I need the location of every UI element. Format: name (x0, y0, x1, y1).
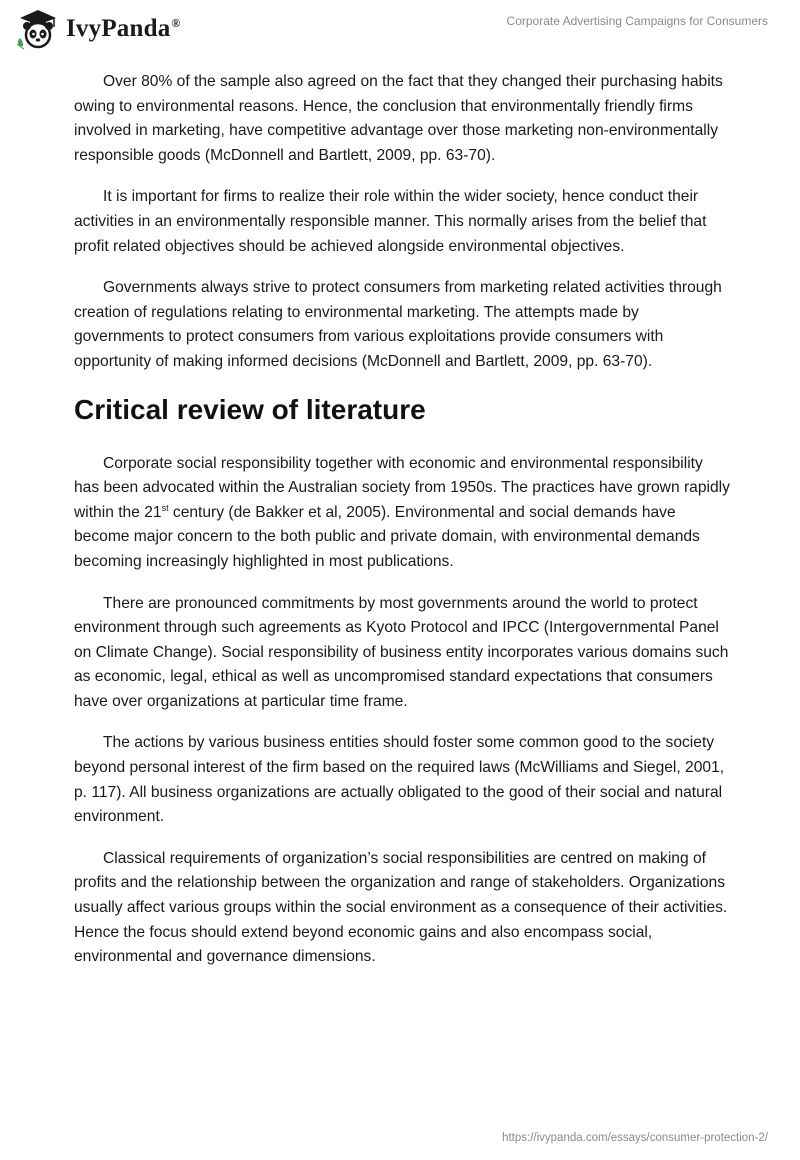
page-header (0, 0, 800, 70)
paragraph: Governments always strive to protect consumers from marketing related activities through creation of regulations relating to environmental marketing. The attempts made by governments to protect consumers from various exploitations provide consumers with opportunity of making informed decisions (McDonnell and Bartlett, 2009, pp. 63-70). (74, 279, 722, 370)
paragraph: There are pronounced commitments by most governments around the world to protect environment through such agreements as Kyoto Protocol and IPCC (Intergovernmental Panel on Climate Change). Social responsibility of business entity incorporates various domains such as economic, legal, ethical as well as uncompromised standard expectations that consumers have over organizations at particular time frame. (74, 594, 729, 710)
ivypanda-logo[interactable] (14, 9, 181, 49)
brand-name: IvyPanda® (66, 15, 181, 42)
paragraph: Classical requirements of organization’s social responsibilities are centred on making of profits and the relationship between the organization and range of stakeholders. Organizations usually affect various groups within the social environment as a consequence of their activities. Hence the focus should extend beyond economic gains and also encompass social, environmental and governance dimensions. (74, 849, 728, 966)
paragraph: Over 80% of the sample also agreed on the fact that they changed their purchasing habits owing to environmental reasons. Hence, the conclusion that environmentally friendly firms involved in marketing, have competitive advantage over those marketing non-environmentally responsible goods (McDonnell and Bartlett, 2009, pp. 63-70). (74, 73, 723, 164)
paragraph: Corporate social responsibility together with economic and environmental responsibility has been advocated within the Australian society from 1950s. The practices have grown rapidly within the 21st century (de Bakker et al, 2005). Environmental and social demands have become major concern to the both public and private domain, with environmental demands becoming increasingly highlighted in most publications. (74, 454, 730, 570)
panda-graduate-icon (14, 8, 60, 50)
section-heading: Critical review of literature (74, 393, 426, 425)
paragraph: The actions by various business entities should foster some common good to the society beyond personal interest of the firm based on the required laws (McWilliams and Siegel, 2001, p. 117). All business organizations are actually obligated to the good of their social and natural environment. (74, 734, 725, 826)
essay-body (74, 70, 730, 987)
source-url[interactable]: https://ivypanda.com/essays/consumer-protection-2/ (502, 1132, 768, 1144)
paragraph: It is important for firms to realize their role within the wider society, hence conduct their activities in an environmentally responsible manner. This normally arises from the belief that profit related objectives should be achieved alongside environmental objectives. (74, 188, 707, 255)
document-title: Corporate Advertising Campaigns for Consumers (506, 14, 768, 28)
